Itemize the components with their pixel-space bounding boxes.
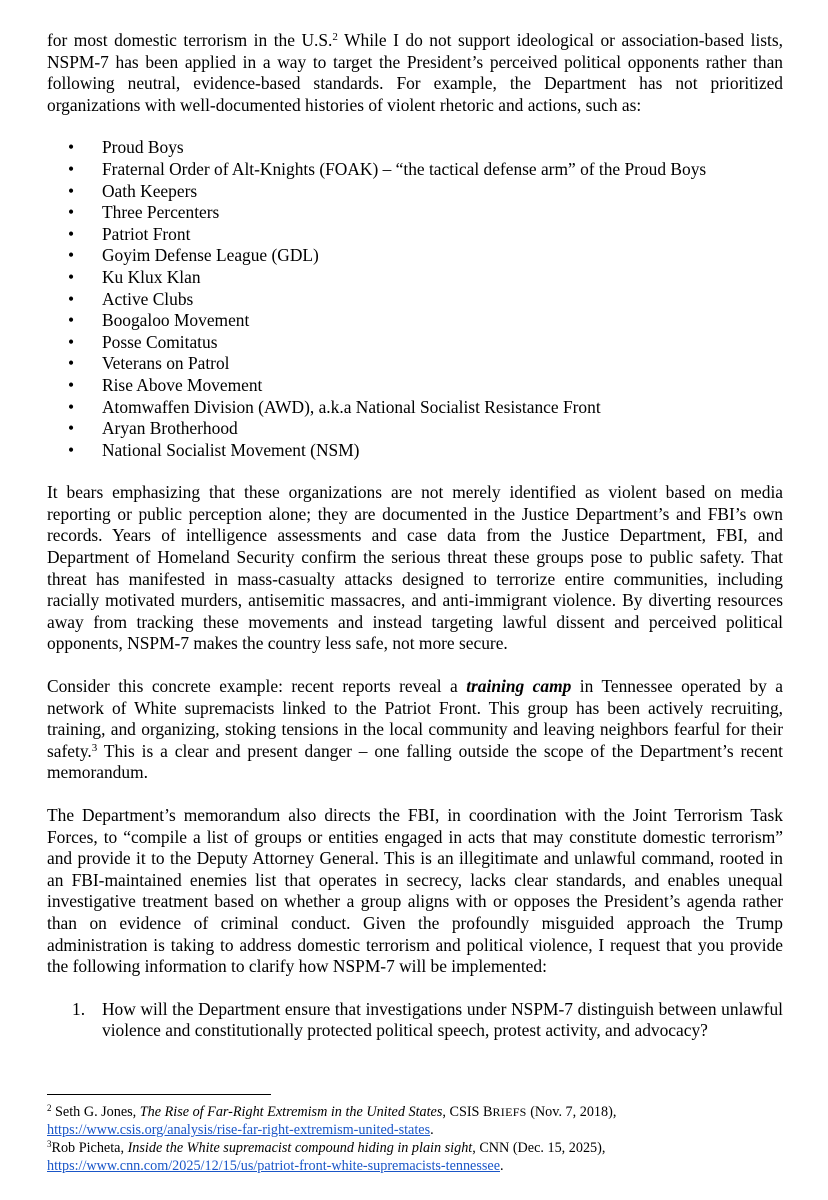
paragraph-gap	[47, 461, 783, 482]
bullet-icon: •	[68, 418, 75, 439]
organization-name: Proud Boys	[102, 137, 184, 158]
organization-list-item	[47, 267, 783, 289]
organization-list-item	[47, 397, 783, 419]
footnote-2	[47, 1103, 783, 1121]
organization-name: Patriot Front	[102, 223, 191, 244]
bullet-icon: •	[68, 331, 75, 352]
example-text-b: in Tennessee operated by a network of White supremacists linked to the Patriot Front. This group has been actively recruiting, training, and organizing, stoking tensions in the local community and leaving neighbors fearful for their safety.	[47, 676, 784, 761]
footnotes	[47, 1103, 783, 1175]
footnote-3-title: Inside the White supremacist compound hiding in plain sight	[127, 1140, 473, 1156]
bullet-icon: •	[68, 223, 75, 244]
organization-list	[47, 137, 783, 461]
organization-name: Veterans on Patrol	[102, 353, 230, 374]
organization-name: Aryan Brotherhood	[102, 418, 238, 439]
question-list	[47, 999, 783, 1042]
organization-name: Rise Above Movement	[102, 374, 263, 395]
intro-text-a: for most domestic terrorism in the U.S.	[47, 30, 333, 50]
footnote-3-url-line	[47, 1157, 783, 1175]
question-text: How will the Department ensure that investigations under NSPM-7 distinguish between unlawful violence and constitutionally protected political speech, protest activity, and advocacy?	[102, 998, 783, 1041]
footnote-2-url-line	[47, 1121, 783, 1139]
organization-list-item	[47, 159, 783, 181]
footnote-2-pub-smallcaps: RIEFS	[492, 1105, 527, 1119]
training-camp-emphasis: training camp	[466, 676, 572, 697]
organization-list-item	[47, 332, 783, 354]
bullet-icon: •	[68, 439, 75, 460]
intro-text-b: While I do not support ideological or association-based lists, NSPM-7 has been applied in a way to target the President’s perceived political opponents rather than following neutral, evidence-based standards. For example, the Department has not prioritized organizations with well-documented histories of violent rhetoric and actions, such as:	[47, 30, 784, 115]
footnote-2-author: Seth G. Jones,	[51, 1104, 140, 1120]
paragraph-gap	[47, 978, 783, 999]
bullet-icon: •	[68, 158, 75, 179]
organization-name: Boogaloo Movement	[102, 310, 250, 331]
bullet-icon: •	[68, 202, 75, 223]
organization-name: Ku Klux Klan	[102, 266, 201, 287]
organization-list-item	[47, 224, 783, 246]
organization-list-item	[47, 310, 783, 332]
question-number: 1.	[72, 998, 86, 1019]
bullet-icon: •	[68, 180, 75, 201]
question-item	[47, 999, 783, 1042]
footnote-3-period: .	[500, 1158, 504, 1174]
example-text-c: This is a clear and present danger – one falling outside the scope of the Department’s recent memorandum.	[47, 740, 783, 783]
memorandum-paragraph: The Department’s memorandum also directs the FBI, in coordination with the Joint Terrorism Task Forces, to “compile a list of groups or entities engaged in acts that may constitute domestic terrorism” and provide it to the Deputy Attorney General. This is an illegitimate and unlawful command, rooted in an FBI-maintained enemies list that operates in secrecy, lacks clear standards, and enables unequal investigative treatment based on whether a group aligns with or opposes the President’s agenda rather than on evidence of criminal conduct. Given the profoundly misguided approach the Trump administration is taking to address domestic terrorism and political violence, I request that you provide the following information to clarify how NSPM-7 will be implemented:	[47, 805, 783, 977]
bullet-icon: •	[68, 353, 75, 374]
organization-name: Oath Keepers	[102, 180, 198, 201]
footnote-2-link[interactable]: https://www.csis.org/analysis/rise-far-right-extremism-united-states	[47, 1122, 431, 1138]
footnote-3-author: Rob Picheta,	[51, 1140, 128, 1156]
example-paragraph	[47, 676, 783, 784]
organization-name: Posse Comitatus	[102, 331, 218, 352]
organization-list-item	[47, 137, 783, 159]
organization-name: Fraternal Order of Alt-Knights (FOAK) – “the tactical defense arm” of the Proud Boys	[102, 158, 707, 179]
organization-name: Active Clubs	[102, 288, 194, 309]
organization-list-item	[47, 418, 783, 440]
bullet-icon: •	[68, 288, 75, 309]
organization-name: Goyim Defense League (GDL)	[102, 245, 319, 266]
bullet-icon: •	[68, 266, 75, 287]
organization-name: Atomwaffen Division (AWD), a.k.a National Socialist Resistance Front	[102, 396, 601, 417]
paragraph-gap	[47, 116, 783, 137]
bullet-icon: •	[68, 374, 75, 395]
organization-name: National Socialist Movement (NSM)	[102, 439, 360, 460]
paragraph-gap	[47, 655, 783, 676]
example-text-a: Consider this concrete example: recent reports reveal a	[47, 676, 467, 697]
bullet-icon: •	[68, 396, 75, 417]
footnote-2-pub-b: (Nov. 7, 2018),	[526, 1104, 617, 1120]
paragraph-gap	[47, 784, 783, 805]
organization-list-item	[47, 440, 783, 462]
footnote-ref-3[interactable]: 3	[91, 741, 98, 754]
bullet-icon: •	[68, 310, 75, 331]
footnote-2-title: The Rise of Far-Right Extremism in the United States	[139, 1104, 443, 1120]
organization-list-item	[47, 353, 783, 375]
footnote-divider	[47, 1094, 271, 1095]
footnote-ref-2[interactable]: 2	[332, 31, 338, 43]
footnote-2-marker: 2	[47, 1103, 52, 1113]
emphasis-paragraph: It bears emphasizing that these organizations are not merely identified as violent based on media reporting or public perception alone; they are documented in the Justice Department’s and FBI’s own records. Years of intelligence assessments and case data from the Justice Department, FBI, and Department of Homeland Security confirm the serious threat these groups pose to public safety. That threat has manifested in mass-casualty attacks designed to terrorize entire communities, including racially motivated murders, antisemitic massacres, and anti-immigrant violence. By diverting resources away from tracking these movements and instead targeting lawful dissent and perceived political opponents, NSPM-7 makes the country less safe, not more secure.	[47, 482, 783, 654]
bullet-icon: •	[68, 137, 75, 158]
organization-list-item	[47, 245, 783, 267]
footnote-2-pub-a: , CSIS B	[442, 1104, 493, 1120]
footnote-3-pub: , CNN (Dec. 15, 2025),	[472, 1140, 606, 1156]
organization-list-item	[47, 181, 783, 203]
organization-list-item	[47, 289, 783, 311]
bullet-icon: •	[68, 245, 75, 266]
organization-list-item	[47, 202, 783, 224]
footnote-3-link[interactable]: https://www.cnn.com/2025/12/15/us/patriot-front-white-supremacists-tennessee	[47, 1158, 500, 1174]
intro-paragraph	[47, 30, 783, 116]
footnote-2-period: .	[430, 1122, 434, 1138]
organization-list-item	[47, 375, 783, 397]
organization-name: Three Percenters	[102, 202, 220, 223]
footnote-3-marker: 3	[47, 1139, 52, 1149]
footnote-3	[47, 1139, 783, 1157]
